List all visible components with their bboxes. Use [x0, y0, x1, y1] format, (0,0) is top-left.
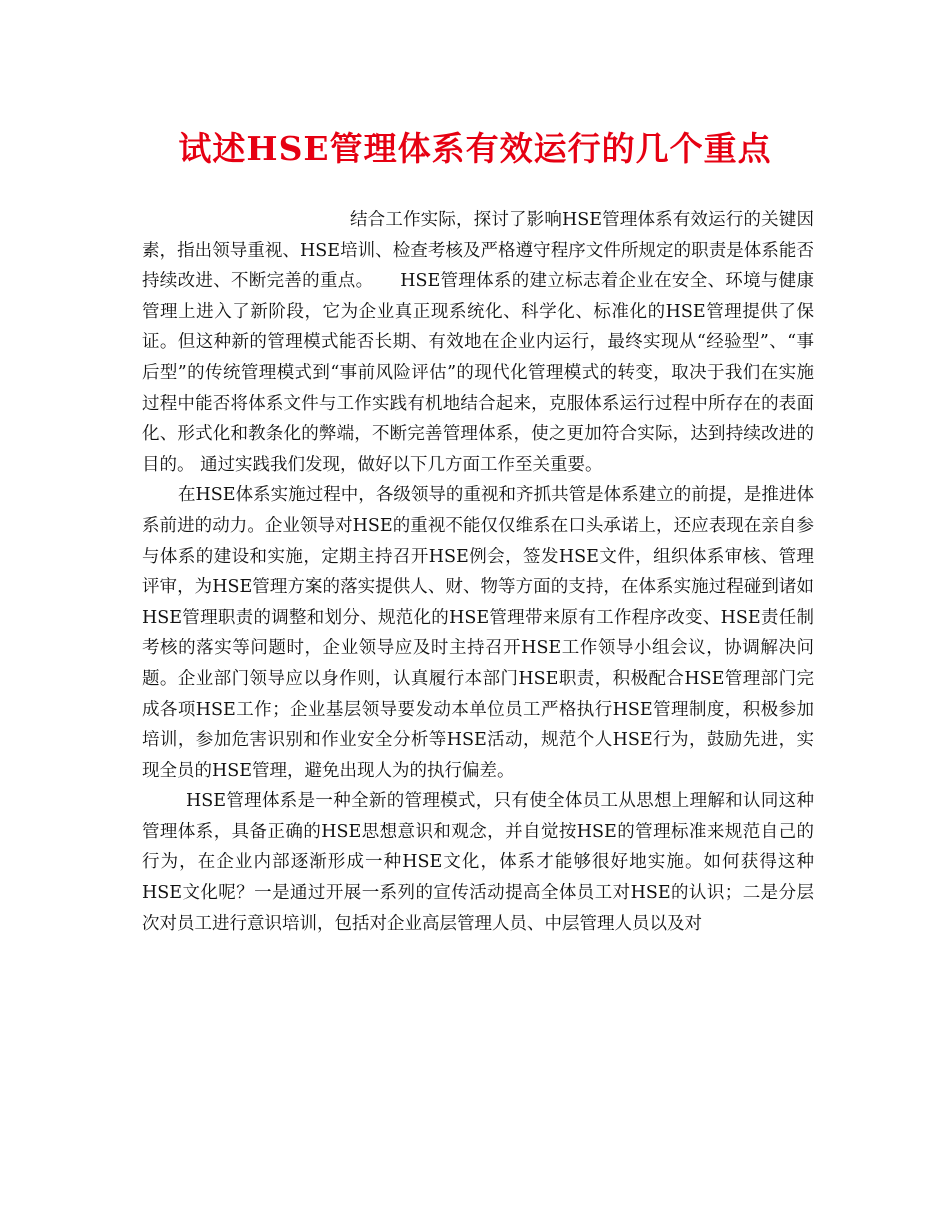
document-body — [142, 205, 814, 939]
paragraph-abstract: 结合工作实际，探讨了影响HSE管理体系有效运行的关键因素，指出领导重视、HSE培训、检查考核及严格遵守程序文件所规定的职责是体系能否持续改进、不断完善的重点。 HSE管理体系的建立标志着企业在安全、环境与健康管理上进入了新阶段，它为企业真正现系统化、科学化、标准化的HSE管理提供了保证。但这种新的管理模式能否长期、有效地在企业内运行，最终实现从“经验型”、“事后型”的传统管理模式到“事前风险评估”的现代化管理模式的转变，取决于我们在实施过程中能否将体系文件与工作实践有机地结合起来，克服体系运行过程中所存在的表面化、形式化和教条化的弊端，不断完善管理体系，使之更加符合实际，达到持续改进的目的。 通过实践我们发现，做好以下几方面工作至关重要。 — [142, 210, 814, 475]
document-title: 试述HSE管理体系有效运行的几个重点 — [178, 129, 772, 168]
paragraph-leadership: 在HSE体系实施过程中，各级领导的重视和齐抓共管是体系建立的前提，是推进体系前进的动力。企业领导对HSE的重视不能仅仅维系在口头承诺上，还应表现在亲自参与体系的建设和实施，定期主持召开HSE例会，签发HSE文件，组织体系审核、管理评审，为HSE管理方案的落实提供人、财、物等方面的支持，在体系实施过程碰到诸如HSE管理职责的调整和划分、规范化的HSE管理带来原有工作程序改变、HSE责任制考核的落实等问题时，企业领导应及时主持召开HSE工作领导小组会议，协调解决问题。企业部门领导应以身作则，认真履行本部门HSE职责，积极配合HSE管理部门完成各项HSE工作；企业基层领导要发动本单位员工严格执行HSE管理制度，积极参加培训，参加危害识别和作业安全分析等HSE活动，规范个人HSE行为，鼓励先进，实现全员的HSE管理，避免出现人为的执行偏差。 — [142, 485, 814, 781]
paragraph-culture: HSE管理体系是一种全新的管理模式，只有使全体员工从思想上理解和认同这种管理体系，具备正确的HSE思想意识和观念，并自觉按HSE的管理标准来规范自己的行为，在企业内部逐渐形成一种HSE文化，体系才能够很好地实施。如何获得这种HSE文化呢？一是通过开展一系列的宣传活动提高全体员工对HSE的认识；二是分层次对员工进行意识培训，包括对企业高层管理人员、中层管理人员以及对 — [142, 791, 814, 934]
